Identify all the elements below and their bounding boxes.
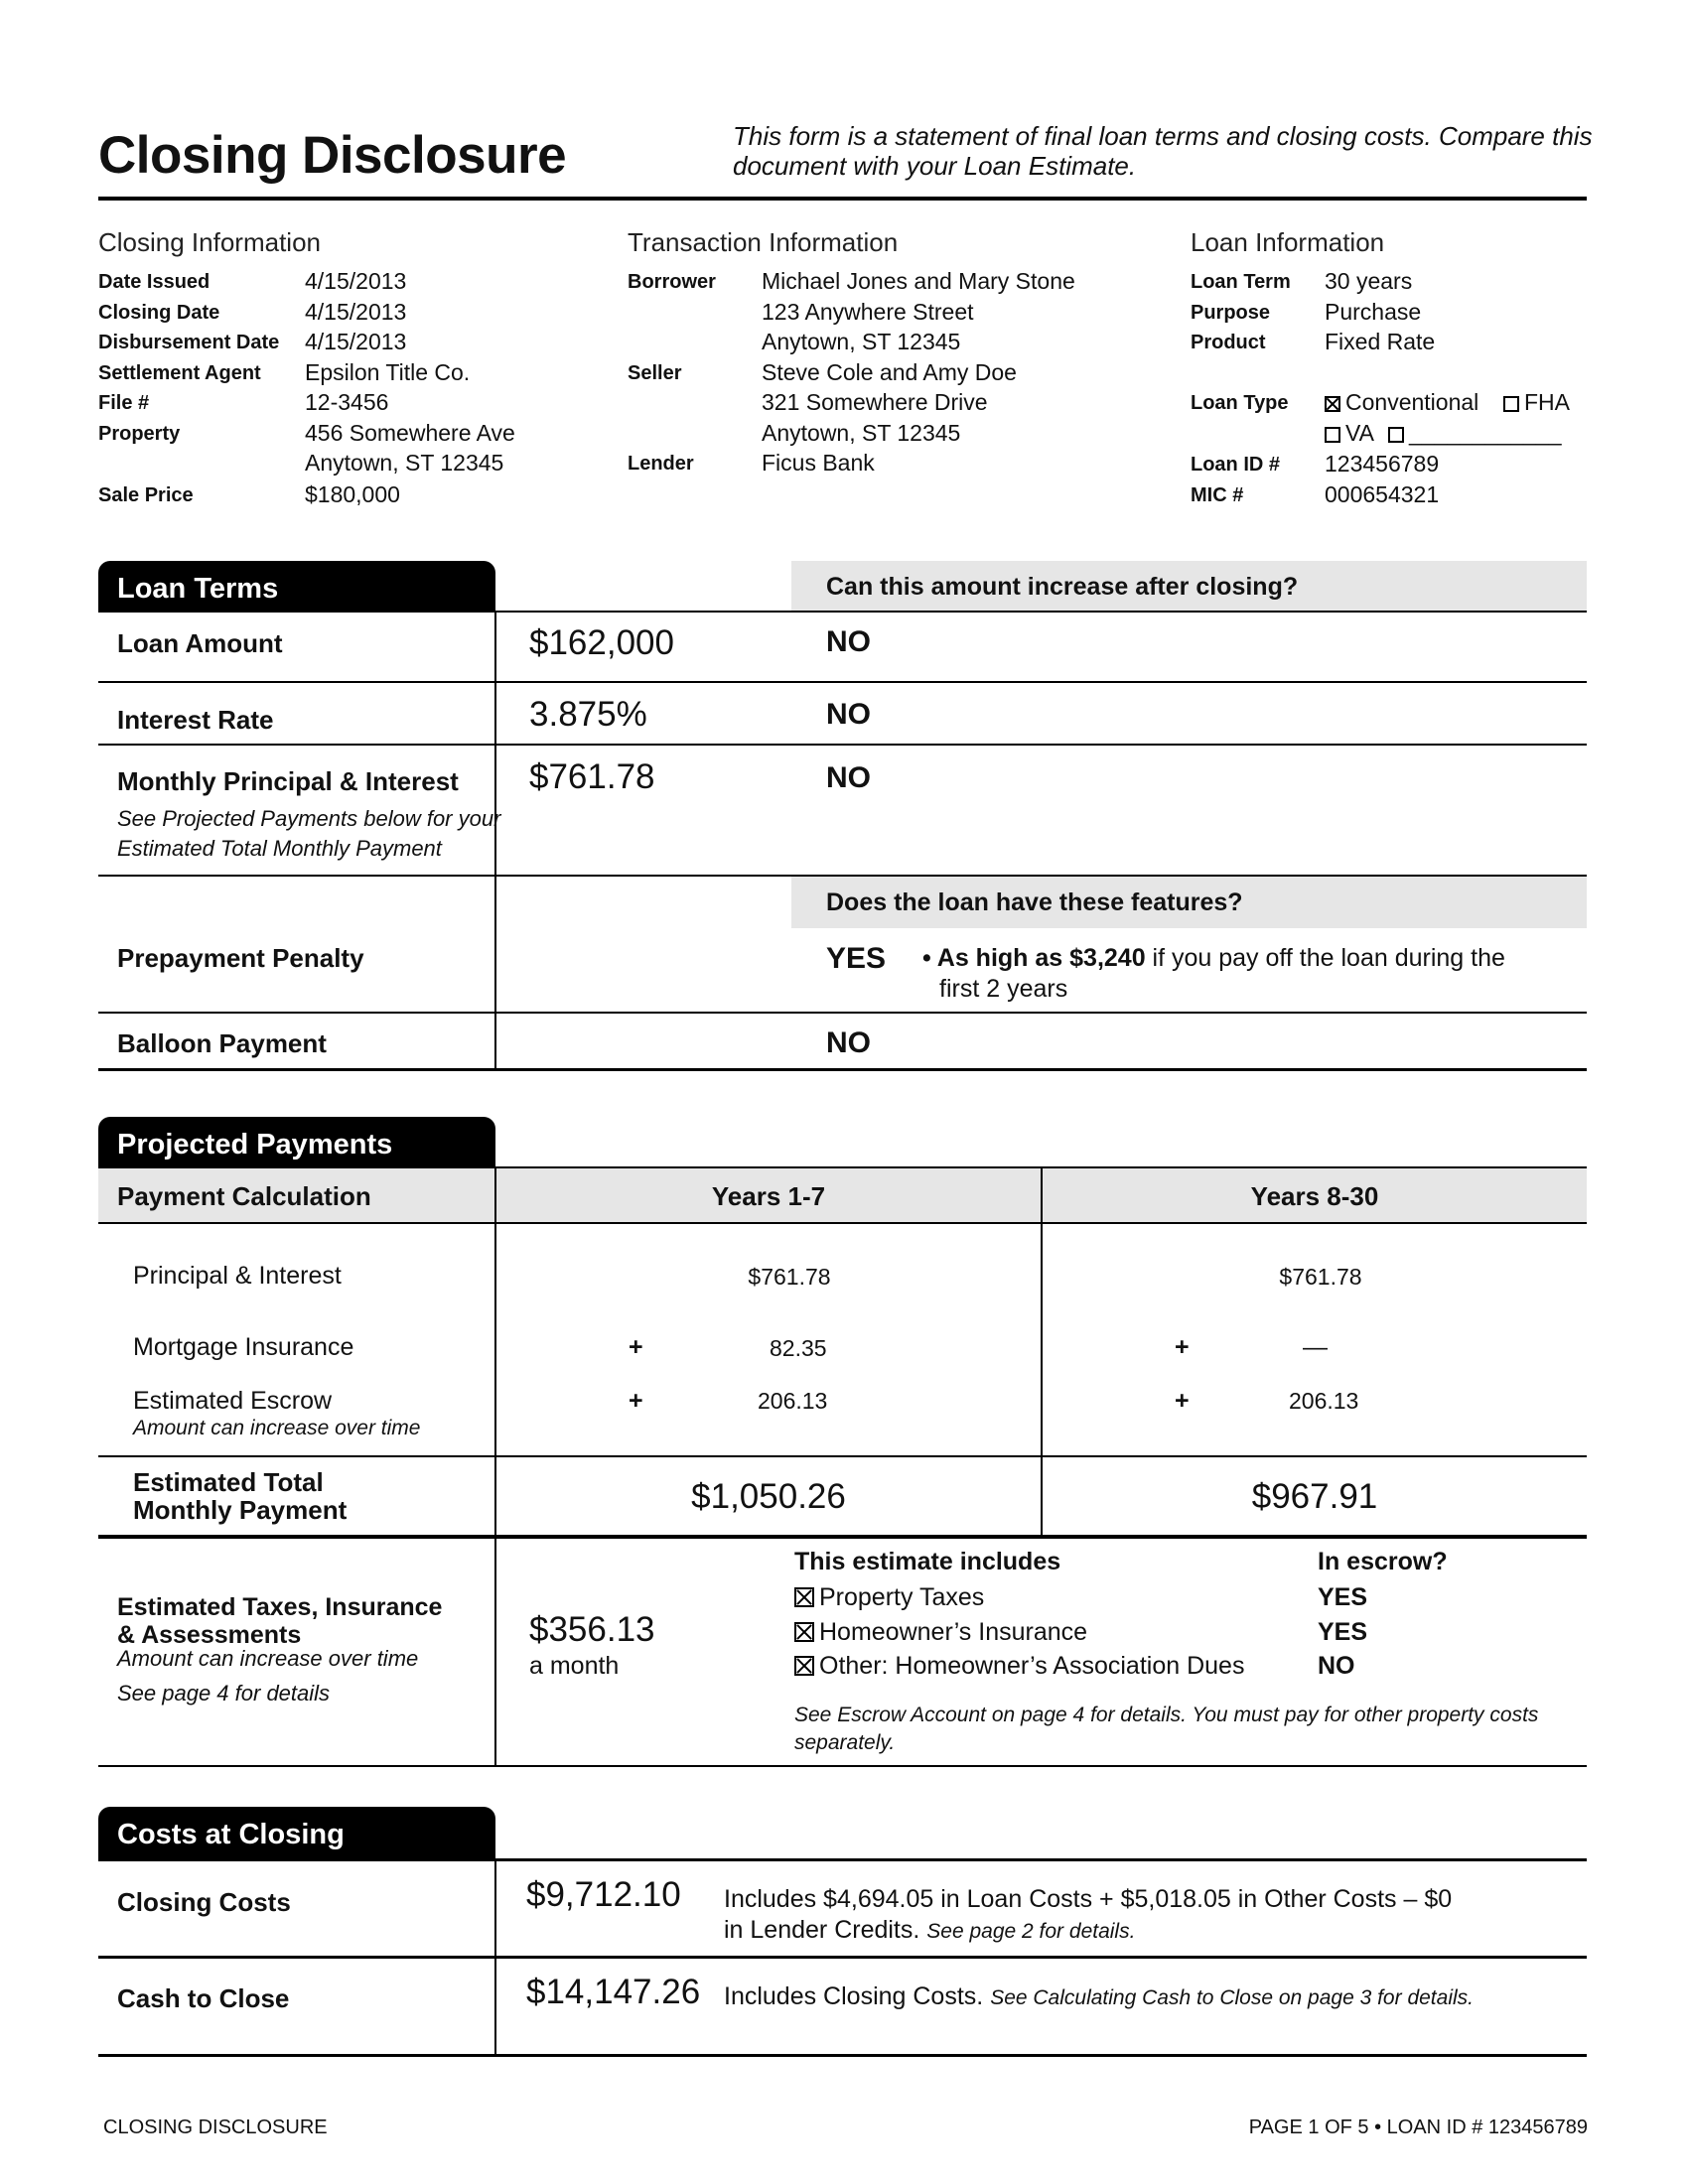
taxes-note-1: Amount can increase over time <box>117 1646 419 1671</box>
estimated-escrow-label: Estimated Escrow <box>133 1387 333 1415</box>
principal-interest-years-1-7: $761.78 <box>748 1264 831 1290</box>
interest-rate-label: Interest Rate <box>117 705 274 735</box>
column-divider <box>494 611 496 1069</box>
purpose-value: Purchase <box>1325 299 1422 325</box>
estimated-total-label: Estimated Total Monthly Payment <box>133 1467 348 1525</box>
divider <box>98 611 1587 613</box>
closing-costs-description-1: Includes $4,694.05 in Loan Costs + $5,018.05 in Other Costs – $0 <box>724 1885 1453 1913</box>
loan-type-va: VA <box>1325 418 1374 448</box>
estimate-includes-heading: This estimate includes <box>794 1548 1061 1575</box>
divider <box>98 681 1587 683</box>
plus-sign: + <box>629 1333 643 1361</box>
divider <box>98 1956 1587 1959</box>
checkbox-icon <box>1388 427 1404 443</box>
interest-rate-answer: NO <box>826 698 871 731</box>
includes-item-hoa-dues: Other: Homeowner’s Association Dues <box>794 1652 1244 1681</box>
in-escrow-heading: In escrow? <box>1318 1548 1448 1575</box>
divider <box>98 1535 1587 1539</box>
divider <box>98 1455 1587 1457</box>
mic-value: 000654321 <box>1325 481 1440 507</box>
borrower-name: Michael Jones and Mary Stone <box>762 268 1075 294</box>
projected-payments-tab: Projected Payments <box>98 1117 495 1168</box>
settlement-agent-label: Settlement Agent <box>98 362 261 384</box>
features-question: Does the loan have these features? <box>826 888 1243 916</box>
checked-checkbox-icon <box>1325 396 1340 412</box>
taxes-period: a month <box>529 1652 620 1680</box>
property-label: Property <box>98 423 181 445</box>
loan-type-conventional: Conventional <box>1325 387 1478 417</box>
cash-to-close-amount: $14,147.26 <box>526 1973 701 2011</box>
monthly-pi-value: $761.78 <box>529 757 655 796</box>
disbursement-date-label: Disbursement Date <box>98 332 280 353</box>
divider <box>98 1858 1587 1861</box>
increase-question: Can this amount increase after closing? <box>826 573 1299 601</box>
page-title: Closing Disclosure <box>98 126 567 185</box>
plus-sign: + <box>1175 1387 1190 1415</box>
property-value-line2: Anytown, ST 12345 <box>305 450 504 476</box>
plus-sign: + <box>629 1387 643 1415</box>
escrow-homeowners-insurance: YES <box>1318 1618 1368 1646</box>
seller-address-line2: Anytown, ST 12345 <box>762 420 961 446</box>
prepayment-detail-line2: first 2 years <box>939 975 1068 1003</box>
settlement-agent-value: Epsilon Title Co. <box>305 359 471 385</box>
taxes-amount: $356.13 <box>529 1610 655 1649</box>
cash-to-close-label: Cash to Close <box>117 1983 290 2013</box>
footer-left: CLOSING DISCLOSURE <box>103 2116 328 2138</box>
checkbox-icon <box>1325 427 1340 443</box>
checked-checkbox-icon <box>794 1587 814 1607</box>
mic-label: MIC # <box>1191 484 1244 506</box>
sale-price-label: Sale Price <box>98 484 194 506</box>
closing-date-value: 4/15/2013 <box>305 299 407 325</box>
loan-type-label: Loan Type <box>1191 392 1289 414</box>
closing-costs-amount: $9,712.10 <box>526 1875 681 1914</box>
footer-right: PAGE 1 OF 5 • LOAN ID # 123456789 <box>1248 2116 1588 2138</box>
plus-sign: + <box>1175 1333 1190 1361</box>
seller-name: Steve Cole and Amy Doe <box>762 359 1017 385</box>
principal-interest-years-8-30: $761.78 <box>1279 1264 1362 1290</box>
loan-id-label: Loan ID # <box>1191 454 1281 476</box>
purpose-label: Purpose <box>1191 302 1271 324</box>
loan-amount-answer: NO <box>826 625 871 658</box>
transaction-info-heading: Transaction Information <box>628 227 899 257</box>
loan-term-label: Loan Term <box>1191 271 1291 293</box>
closing-info-heading: Closing Information <box>98 227 321 257</box>
includes-item-homeowners-insurance: Homeowner’s Insurance <box>794 1618 1087 1647</box>
monthly-pi-label: Monthly Principal & Interest <box>117 766 459 796</box>
prepayment-penalty-label: Prepayment Penalty <box>117 943 364 973</box>
divider <box>98 2054 1587 2057</box>
years-8-30-header: Years 8-30 <box>1250 1181 1379 1211</box>
mortgage-insurance-years-8-30: — <box>1303 1333 1328 1361</box>
loan-info-heading: Loan Information <box>1191 227 1385 257</box>
taxes-insurance-label: Estimated Taxes, Insurance & Assessments <box>117 1593 443 1649</box>
sale-price-value: $180,000 <box>305 481 400 507</box>
disbursement-date-value: 4/15/2013 <box>305 329 407 354</box>
date-issued-value: 4/15/2013 <box>305 268 407 294</box>
intro-text: This form is a statement of final loan terms and closing costs. Compare this document with your Loan Estimate. <box>733 121 1593 181</box>
cash-to-close-description: Includes Closing Costs. See Calculating Cash to Close on page 3 for details. <box>724 1982 1474 2010</box>
loan-term-value: 30 years <box>1325 268 1413 294</box>
escrow-hoa-dues: NO <box>1318 1652 1355 1680</box>
mortgage-insurance-years-1-7: 82.35 <box>770 1335 827 1361</box>
estimated-total-years-8-30: $967.91 <box>1251 1477 1378 1516</box>
escrow-property-taxes: YES <box>1318 1583 1368 1611</box>
closing-date-label: Closing Date <box>98 302 220 324</box>
monthly-pi-note-2: Estimated Total Monthly Payment <box>117 836 442 861</box>
balloon-payment-answer: NO <box>826 1026 871 1059</box>
checked-checkbox-icon <box>794 1656 814 1676</box>
taxes-note-2: See page 4 for details <box>117 1681 331 1706</box>
divider <box>98 1765 1587 1767</box>
seller-label: Seller <box>628 362 682 384</box>
loan-terms-tab: Loan Terms <box>98 561 495 613</box>
date-issued-label: Date Issued <box>98 271 211 293</box>
divider <box>98 1222 1587 1224</box>
product-value: Fixed Rate <box>1325 329 1436 354</box>
estimated-escrow-note: Amount can increase over time <box>133 1417 421 1439</box>
lender-label: Lender <box>628 453 694 475</box>
interest-rate-value: 3.875% <box>529 695 647 734</box>
product-label: Product <box>1191 332 1266 353</box>
estimated-escrow-years-8-30: 206.13 <box>1289 1388 1359 1414</box>
header-rule <box>98 197 1587 201</box>
prepayment-penalty-answer: YES <box>826 942 887 975</box>
estimated-escrow-years-1-7: 206.13 <box>758 1388 828 1414</box>
mortgage-insurance-label: Mortgage Insurance <box>133 1333 354 1361</box>
closing-costs-description-2: in Lender Credits. See page 2 for details. <box>724 1916 1136 1944</box>
loan-amount-label: Loan Amount <box>117 628 283 658</box>
principal-interest-label: Principal & Interest <box>133 1262 342 1290</box>
file-number-value: 12-3456 <box>305 389 389 415</box>
seller-address-line1: 321 Somewhere Drive <box>762 389 988 415</box>
borrower-address-line2: Anytown, ST 12345 <box>762 329 961 354</box>
estimated-total-years-1-7: $1,050.26 <box>691 1477 846 1516</box>
monthly-pi-answer: NO <box>826 761 871 794</box>
includes-item-property-taxes: Property Taxes <box>794 1583 984 1612</box>
escrow-footnote: See Escrow Account on page 4 for details. You must pay for other property costs separately. <box>794 1704 1539 1754</box>
divider <box>98 1068 1587 1071</box>
borrower-address-line1: 123 Anywhere Street <box>762 299 974 325</box>
borrower-label: Borrower <box>628 271 716 293</box>
years-1-7-header: Years 1-7 <box>711 1181 826 1211</box>
balloon-payment-label: Balloon Payment <box>117 1028 327 1058</box>
loan-type-other: ____________ <box>1388 418 1562 448</box>
loan-id-value: 123456789 <box>1325 451 1440 477</box>
checked-checkbox-icon <box>794 1622 814 1642</box>
column-divider <box>494 1168 496 1765</box>
loan-amount-value: $162,000 <box>529 623 674 662</box>
closing-costs-label: Closing Costs <box>117 1887 291 1917</box>
lender-value: Ficus Bank <box>762 450 875 476</box>
prepayment-detail-line1: • As high as $3,240 if you pay off the loan during the <box>922 944 1505 972</box>
file-number-label: File # <box>98 392 150 414</box>
checkbox-icon <box>1503 396 1519 412</box>
payment-calculation-label: Payment Calculation <box>117 1181 371 1211</box>
property-value-line1: 456 Somewhere Ave <box>305 420 515 446</box>
costs-at-closing-tab: Costs at Closing <box>98 1807 495 1858</box>
loan-type-fha: FHA <box>1503 387 1570 417</box>
monthly-pi-note-1: See Projected Payments below for your <box>117 806 501 831</box>
divider <box>98 1012 1587 1014</box>
divider <box>98 744 1587 746</box>
